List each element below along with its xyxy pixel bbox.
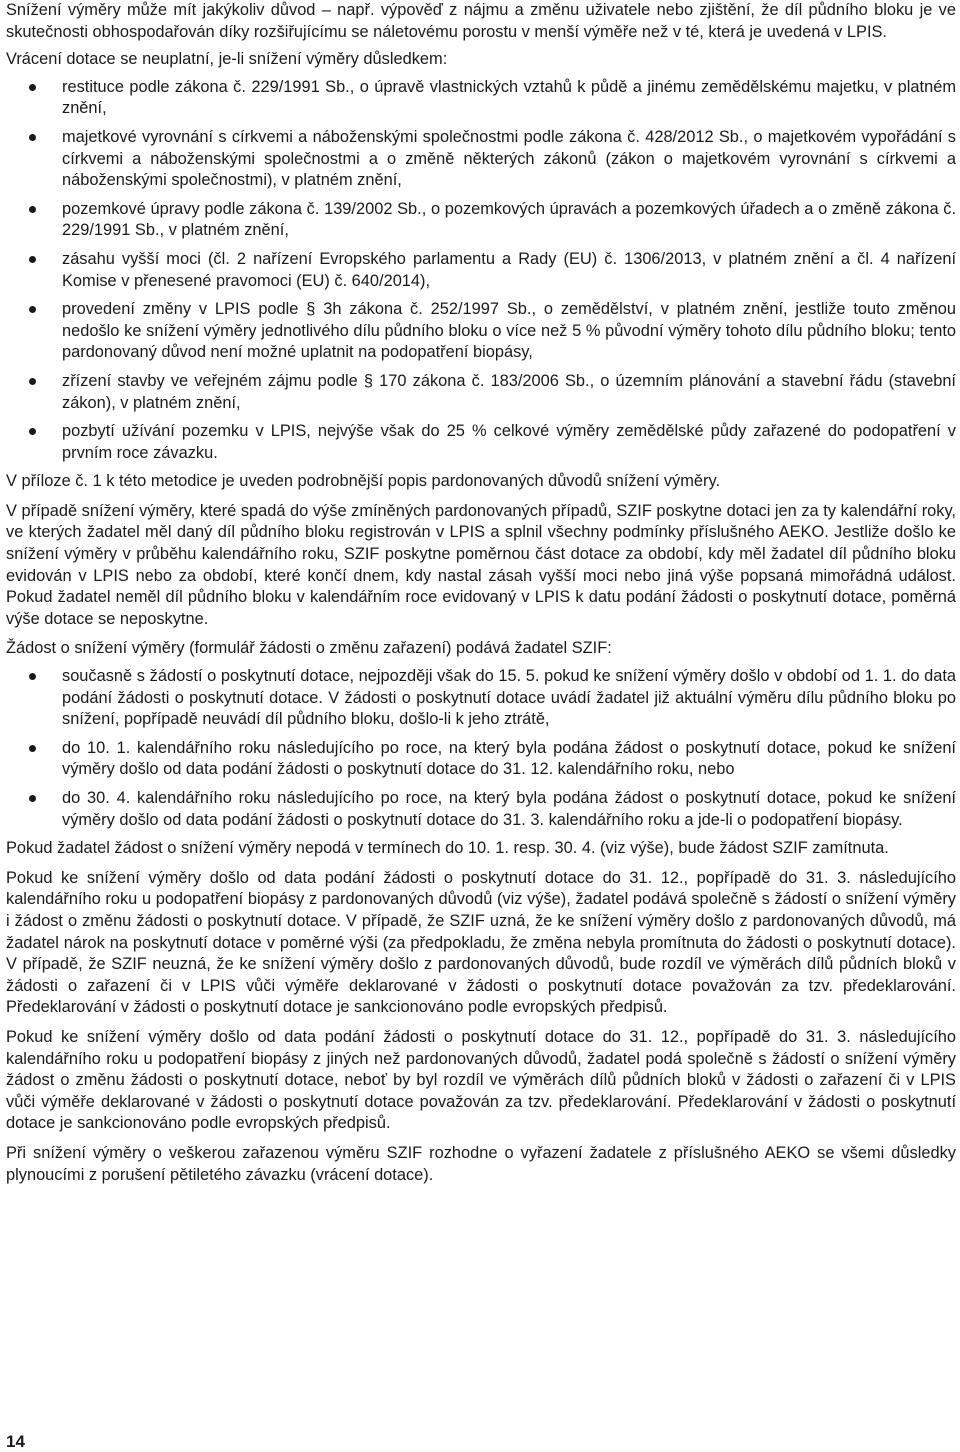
list-item: pozbytí užívání pozemku v LPIS, nejvýše však do 25 % celkové výměry zemědělské půdy zařazené do podopatření v prvním roce závazku.	[6, 421, 956, 464]
paragraph-pardoned: V případě snížení výměry, které spadá do výše zmíněných pardonovaných případů, SZIF poskytne dotaci jen za ty kalendářní roky, ve kterých žadatel měl daný díl půdního bloku registrován v LPIS a splnil všechny podmínky příslušného AEKO. Jestliže došlo ke snížení výměry v průběhu kalendářního roku, SZIF poskytne poměrnou část dotace za období, kdy měl žadatel díl půdního bloku evidován v LPIS nebo za období, které končí dnem, kdy nastal zásah vyšší moci nebo jiná výše popsaná mimořádná událost. Pokud žadatel neměl díl půdního bloku v kalendářním roce evidovaný v LPIS k datu podání žádosti o poskytnutí dotace, poměrná výše dotace se neposkytne.	[6, 501, 956, 628]
list-item: zásahu vyšší moci (čl. 2 nařízení Evropského parlamentu a Rady (EU) č. 1306/2013, v platném znění a čl. 4 nařízení Komise v přenesené pravomoci (EU) č. 640/2014),	[6, 249, 956, 292]
bullet-icon	[29, 306, 36, 313]
paragraph-late: Pokud žadatel žádost o snížení výměry nepodá v termínech do 10. 1. resp. 30. 4. (viz výše), bude žádost SZIF zamítnuta.	[6, 839, 889, 858]
paragraph-no-refund: Vrácení dotace se neuplatní, je-li snížení výměry důsledkem:	[6, 50, 448, 69]
paragraph-exclusion: Při snížení výměry o veškerou zařazenou výměru SZIF rozhodne o vyřazení žadatele z příslušného AEKO se všemi důsledky plynoucími z porušení pětiletého závazku (vrácení dotace).	[6, 1143, 956, 1184]
paragraph-request: Žádost o snížení výměry (formulář žádosti o změnu zařazení) podává žadatel SZIF:	[6, 639, 612, 658]
paragraph-after-pardoned: Pokud ke snížení výměry došlo od data podání žádosti o poskytnutí dotace do 31. 12., popřípadě do 31. 3. následujícího kalendářního roku u podopatření biopásy z pardonovaných důvodů (viz výše), žadatel podává společně s žádostí o snížení výměry i žádost o změnu žádosti o poskytnutí dotace. V případě, že SZIF uzná, že ke snížení výměry došlo z pardonovaných důvodů, má žadatel nárok na poskytnutí dotace v poměrné výši (za předpokladu, že změna nebyla promítnuta do žádosti o poskytnutí dotace). V případě, že SZIF neuzná, že ke snížení výměry došlo z pardonovaných důvodů, bude rozdíl ve výměrách dílů půdních bloků v žádosti o zařazení či v LPIS vůči výměře deklarované v žádosti o poskytnutí dotace považován za tzv. předeklarování. Předeklarování v žádosti o poskytnutí dotace je sankcionováno podle evropských předpisů.	[6, 868, 956, 1017]
bullet-icon	[29, 256, 36, 263]
document-page	[6, 0, 956, 1194]
list-item: zřízení stavby ve veřejném zájmu podle § 170 zákona č. 183/2006 Sb., o územním plánování a stavební řádu (stavební zákon), v platném znění,	[6, 371, 956, 414]
paragraph-after-other: Pokud ke snížení výměry došlo od data podání žádosti o poskytnutí dotace do 31. 12., popřípadě do 31. 3. následujícího kalendářního roku u podopatření biopásy z jiných než pardonovaných důvodů, žadatel podá společně s žádostí o snížení výměry žádost o změnu žádosti o poskytnutí dotace, neboť by byl rozdíl ve výměrách dílů půdních bloků v žádosti o zařazení či v LPIS vůči výměře deklarované v žádosti o poskytnutí dotace považován za tzv. předeklarování. Předeklarování v žádosti o poskytnutí dotace je sankcionováno podle evropských předpisů.	[6, 1027, 956, 1133]
list-item: současně s žádostí o poskytnutí dotace, nejpozději však do 15. 5. pokud ke snížení výměry došlo v období od 1. 1. do data podání žádosti o poskytnutí dotace. V žádosti o poskytnutí dotace uvádí žadatel již aktuální výměru dílu půdního bloku po snížení, popřípadě neuvádí díl půdního bloku, došlo-li k jeho ztrátě,	[6, 666, 956, 731]
bullet-icon	[29, 795, 36, 802]
bullet-icon	[29, 428, 36, 435]
paragraph-annex: V příloze č. 1 k této metodice je uveden podrobnější popis pardonovaných důvodů snížení výměry.	[6, 472, 721, 491]
page-number: 14	[6, 1432, 25, 1451]
bullet-icon	[29, 378, 36, 385]
bullet-icon	[29, 673, 36, 680]
list-item: do 10. 1. kalendářního roku následujícího po roce, na který byla podána žádost o poskytnutí dotace, pokud ke snížení výměry došlo od data podání žádosti o poskytnutí dotace do 31. 12. kalendářního roku, nebo	[6, 738, 956, 781]
list-item: pozemkové úpravy podle zákona č. 139/2002 Sb., o pozemkových úpravách a pozemkových úřadech a o změně zákona č. 229/1991 Sb., v platném znění,	[6, 199, 956, 242]
reasons-list	[6, 77, 956, 465]
list-item: provedení změny v LPIS podle § 3h zákona č. 252/1997 Sb., o zemědělství, v platném znění, jestliže touto změnou nedošlo ke snížení výměry jednotlivého dílu půdního bloku o více než 5 % původní výměry tohoto dílu půdního bloku; tento pardonovaný důvod není možné uplatnit na podopatření biopásy,	[6, 299, 956, 364]
bullet-icon	[29, 745, 36, 752]
paragraph-intro: Snížení výměry může mít jakýkoliv důvod – např. výpověď z nájmu a změnu uživatele nebo zjištění, že díl půdního bloku je ve skutečnosti obhospodařován díky rozšiřujícímu se náletovému porostu v menší výměře než v té, která je uvedená v LPIS.	[6, 1, 956, 41]
bullet-icon	[29, 84, 36, 91]
bullet-icon	[29, 134, 36, 141]
deadlines-list	[6, 666, 956, 831]
bullet-icon	[29, 206, 36, 213]
list-item: restituce podle zákona č. 229/1991 Sb., o úpravě vlastnických vztahů k půdě a jinému zemědělskému majetku, v platném znění,	[6, 77, 956, 120]
list-item: do 30. 4. kalendářního roku následujícího po roce, na který byla podána žádost o poskytnutí dotace, pokud ke snížení výměry došlo od data podání žádosti o poskytnutí dotace do 31. 3. kalendářního roku a jde-li o podopatření biopásy.	[6, 788, 956, 831]
list-item: majetkové vyrovnání s církvemi a náboženskými společnostmi podle zákona č. 428/2012 Sb., o majetkovém vypořádání s církvemi a náboženskými společnostmi a o změně některých zákonů (zákon o majetkovém vyrovnání s církvemi a náboženskými společnostmi), v platném znění,	[6, 127, 956, 192]
